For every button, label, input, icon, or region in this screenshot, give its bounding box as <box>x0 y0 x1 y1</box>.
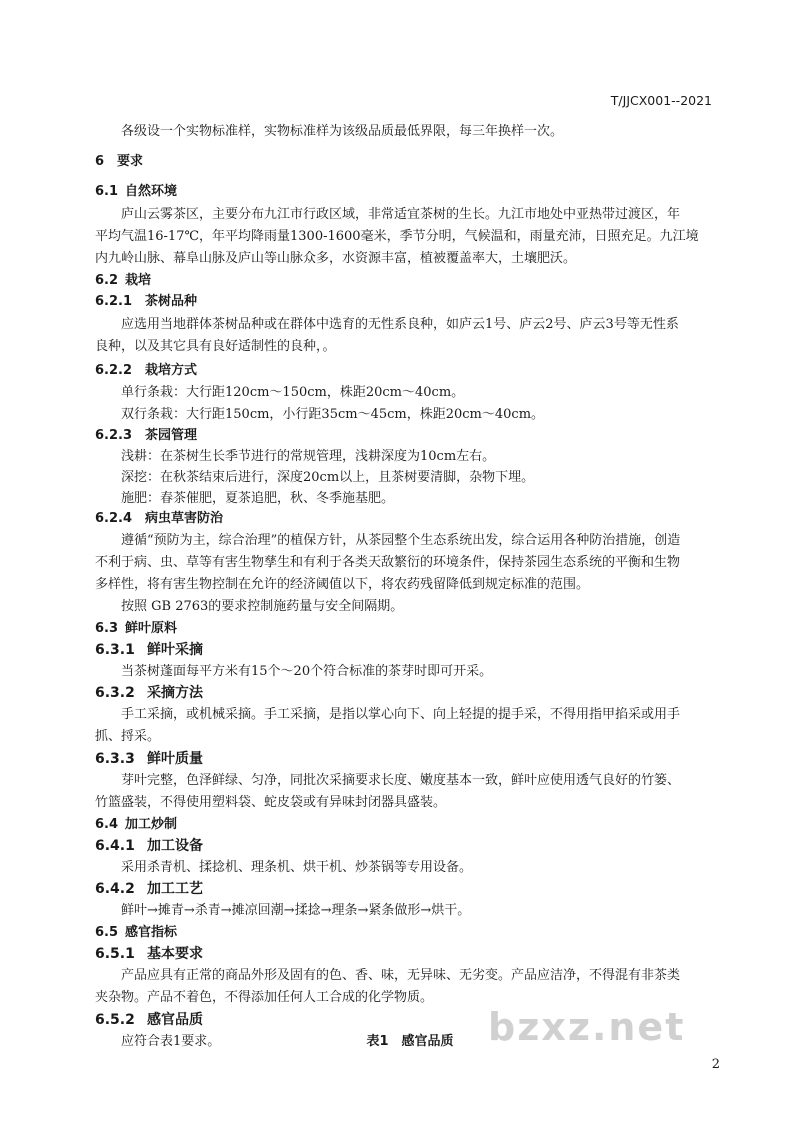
section-number: 6.4.2 <box>95 881 135 897</box>
section-number: 6.2.4 <box>95 511 133 526</box>
paragraph-line: 双行条栽：大行距150cm，小行距35cm～45cm，株距20cm～40cm。 <box>121 407 545 422</box>
paragraph-line: 采用杀青机、揉捻机、理条机、烘干机、炒茶锅等专用设备。 <box>121 860 473 875</box>
section-heading <box>95 880 203 898</box>
section-heading <box>95 183 177 201</box>
paragraph-line: 按照 GB 2763的要求控制施药量与安全间隔期。 <box>121 599 404 614</box>
paragraph-line: 深挖：在秋茶结束后进行，深度20cm以上，且茶树要清脚，杂物下埋。 <box>121 470 535 485</box>
section-title: 加工工艺 <box>147 881 203 897</box>
section-number: 6.3 <box>95 621 119 636</box>
page-number: 2 <box>711 1057 720 1072</box>
paragraph-line: 良种，以及其它具有良好适制性的良种，。 <box>95 339 336 354</box>
paragraph-line: 抓、捋采。 <box>95 729 161 744</box>
paragraph-line: 当茶树蓬面每平方米有15个～20个符合标准的茶芽时即可开采。 <box>121 664 493 679</box>
paragraph-line: 遵循“预防为主，综合治理”的植保方针，从茶园整个生态系统出发，综合运用各种防治措施，创造 <box>121 533 681 548</box>
section-number: 6.4.1 <box>95 838 135 854</box>
section-heading <box>95 750 203 768</box>
section-number: 6 <box>95 154 105 169</box>
section-number: 6.3.3 <box>95 751 135 767</box>
section-number: 6.4 <box>95 817 119 832</box>
table-title: 表1 感官品质 <box>366 1034 454 1049</box>
paragraph-line: 平均气温16-17℃，年平均降雨量1300-1600毫米，季节分明，气候温和，雨量充沛，日照充足。九江境 <box>95 229 699 244</box>
paragraph-line: 不利于病、虫、草等有害生物孳生和有利于各类天敌繁衍的环境条件，保持茶园生态系统的平衡和生物 <box>95 555 681 570</box>
paragraph-line: 竹篮盛装，不得使用塑料袋、蛇皮袋或有异味封闭器具盛装。 <box>95 795 447 810</box>
section-title: 采摘方法 <box>147 685 203 701</box>
paragraph-line: 产品应具有正常的商品外形及固有的色、香、味，无异味、无劣变。产品应洁净，不得混有非茶类 <box>121 968 681 983</box>
section-number: 6.2.1 <box>95 294 133 309</box>
section-heading <box>95 684 203 702</box>
section-number: 6.1 <box>95 184 119 199</box>
section-heading <box>95 293 197 311</box>
section-number: 6.5.1 <box>95 946 135 962</box>
paragraph-line: 庐山云雾茶区，主要分布九江市行政区域，非常适宜茶树的生长。九江市地处中亚热带过渡区，年 <box>121 207 681 222</box>
section-heading <box>95 510 223 528</box>
section-heading <box>95 837 203 855</box>
section-title: 病虫草害防治 <box>145 511 224 526</box>
paragraph-line: 夹杂物。产品不着色，不得添加任何人工合成的化学物质。 <box>95 990 434 1005</box>
section-heading <box>95 272 151 290</box>
section-number: 6.2 <box>95 273 119 288</box>
section-heading <box>95 427 197 445</box>
paragraph-line: 手工采摘，或机械采摘。手工采摘，是指以掌心向下、向上轻提的提手采，不得用指甲掐采或用手 <box>121 707 681 722</box>
watermark-logo: bzxz.net <box>488 1005 686 1049</box>
section-heading <box>95 362 197 380</box>
section-number: 6.2.2 <box>95 363 133 378</box>
paragraph-line: 芽叶完整，色泽鲜绿、匀净，同批次采摘要求长度、嫩度基本一致，鲜叶应使用透气良好的竹篓、 <box>121 773 681 788</box>
section-heading <box>95 816 177 834</box>
paragraph-line: 各级设一个实物标准样，实物标准样为该级品质最低界限，每三年换样一次。 <box>121 124 564 139</box>
section-number: 6.5.2 <box>95 1012 135 1028</box>
paragraph-line: 施肥：春茶催肥，夏茶追肥，秋、冬季施基肥。 <box>121 491 395 506</box>
section-heading <box>95 924 177 942</box>
section-title: 鲜叶质量 <box>147 751 203 767</box>
paragraph-line: 浅耕：在茶树生长季节进行的常规管理，浅耕深度为10cm左右。 <box>121 449 496 464</box>
section-title: 自然环境 <box>125 184 178 199</box>
section-title: 栽培 <box>125 273 152 288</box>
section-heading <box>95 153 143 171</box>
section-number: 6.3.1 <box>95 642 135 658</box>
section-title: 加工炒制 <box>125 817 178 832</box>
section-title: 鲜叶采摘 <box>147 642 203 658</box>
paragraph-line: 鲜叶→摊青→杀青→摊凉回潮→揉捻→理条→紧条做形→烘干。 <box>121 903 471 918</box>
section-number: 6.2.3 <box>95 428 133 443</box>
section-title: 感官品质 <box>147 1012 203 1028</box>
section-heading <box>95 641 203 659</box>
section-title: 茶树品种 <box>145 294 198 309</box>
paragraph-line: 应选用当地群体茶树品种或在群体中选育的无性系良种，如庐云1号、庐云2号、庐云3号等无性系 <box>121 317 679 332</box>
paragraph-line: 单行条栽：大行距120cm～150cm，株距20cm～40cm。 <box>121 385 465 400</box>
section-title: 基本要求 <box>147 946 203 962</box>
paragraph-line: 内九岭山脉、幕阜山脉及庐山等山脉众多，水资源丰富，植被覆盖率大，土壤肥沃。 <box>95 251 577 266</box>
section-heading <box>95 1011 203 1029</box>
section-title: 栽培方式 <box>145 363 198 378</box>
section-title: 茶园管理 <box>145 428 198 443</box>
section-title: 加工设备 <box>147 838 203 854</box>
section-title: 要求 <box>117 154 144 169</box>
paragraph-line: 应符合表1要求。 <box>121 1034 221 1049</box>
standard-code: T/JJCX001--2021 <box>610 93 712 108</box>
section-heading <box>95 945 203 963</box>
section-title: 感官指标 <box>125 925 178 940</box>
paragraph-line: 多样性，将有害生物控制在允许的经济阈值以下，将农药残留降低到规定标准的范围。 <box>95 577 590 592</box>
section-title: 鲜叶原料 <box>125 621 178 636</box>
section-heading <box>95 620 177 638</box>
section-number: 6.3.2 <box>95 685 135 701</box>
section-number: 6.5 <box>95 925 119 940</box>
